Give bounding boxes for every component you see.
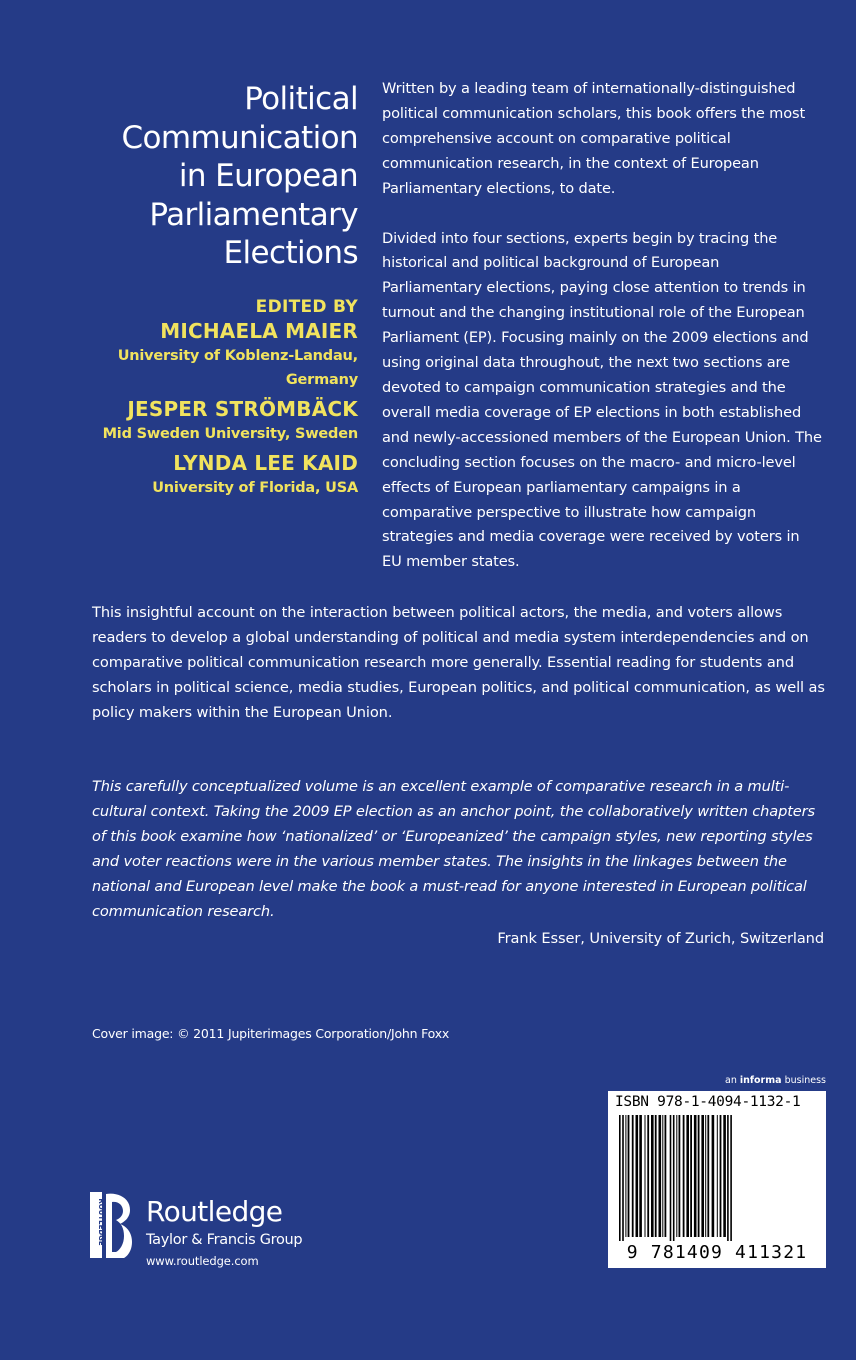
cover-image-credit: Cover image: © 2011 Jupiterimages Corporation/John Foxx bbox=[92, 1026, 450, 1041]
endorsement-attribution: Frank Esser, University of Zurich, Switzerland bbox=[497, 930, 824, 947]
barcode-bar bbox=[647, 1115, 649, 1237]
barcode-bar bbox=[723, 1115, 726, 1237]
editor-name: LYNDA LEE KAID bbox=[173, 451, 358, 475]
barcode-bar bbox=[632, 1115, 634, 1237]
barcode-bar bbox=[690, 1115, 692, 1237]
barcode-bar bbox=[665, 1115, 667, 1237]
routledge-logo-icon bbox=[90, 1192, 136, 1258]
barcode-bars bbox=[617, 1115, 817, 1241]
isbn-barcode bbox=[608, 1091, 826, 1268]
endorsement-quote: This carefully conceptualized volume is an excellent example of comparative research in a multi-cultural context. Taking the 2009 EP election as an anchor point, the collaboratively written chapters of this book examine how ‘nationalized’ or ‘Europeanized’ the campaign styles, new reporting styles and voter reactions were in the various member states. The insights in the linkages between the national and European level make the book a must-read for anyone interested in European political communication research. bbox=[92, 778, 815, 920]
title-line: Elections bbox=[223, 235, 358, 271]
barcode-bar bbox=[717, 1115, 718, 1237]
blurb-paragraph: This insightful account on the interaction between political actors, the media, and voters allows readers to develop a global understanding of political and media system interdependencies and on comparative political communication research more generally. Essential reading for students and scholars in political science, media studies, European politics, and political communication, as well as policy makers within the European Union. bbox=[92, 604, 825, 721]
editor-affiliation: University of Florida, USA bbox=[152, 480, 358, 496]
publisher-url[interactable]: www.routledge.com bbox=[146, 1254, 259, 1268]
editor-name: MICHAELA MAIER bbox=[160, 319, 358, 343]
barcode-bar bbox=[670, 1115, 672, 1241]
barcode-bar bbox=[655, 1115, 657, 1237]
barcode-bar bbox=[639, 1115, 642, 1237]
informa-suffix: business bbox=[781, 1075, 826, 1086]
barcode-bar bbox=[679, 1115, 681, 1237]
barcode-digits: 9 781409 411321 bbox=[626, 1242, 808, 1263]
logo-vertical-text: ROUTLEDGE bbox=[97, 1198, 105, 1246]
blurb-paragraph: Divided into four sections, experts begin by tracing the historical and political background of European Parliamentary elections, paying close attention to trends in turnout and the changing institutional role of the European Parliament (EP). Focusing mainly on the 2009 elections and using original data throughout, the next two sections are devoted to campaign communication strategies and the overall media coverage of EP elections in both established and newly-accessioned members of the European Union. The concluding section focuses on the macro- and micro-level effects of European parliamentary campaigns in a comparative perspective to illustrate how campaign strategies and media coverage were received by voters in EU member states. bbox=[382, 229, 822, 571]
informa-brand: informa bbox=[739, 1075, 782, 1086]
publisher-group: Taylor & Francis Group bbox=[146, 1232, 303, 1248]
barcode-bar bbox=[683, 1115, 685, 1237]
isbn-label: ISBN 978-1-4094-1132-1 bbox=[615, 1094, 801, 1110]
barcode-bar bbox=[662, 1115, 663, 1237]
barcode-bar bbox=[701, 1115, 704, 1237]
barcode-bar bbox=[625, 1115, 626, 1237]
barcode-bar bbox=[676, 1115, 677, 1237]
informa-prefix: an bbox=[725, 1075, 740, 1086]
editor-affiliation: Germany bbox=[285, 372, 358, 388]
barcode-bar bbox=[720, 1115, 722, 1237]
barcode-bar bbox=[712, 1115, 715, 1237]
barcode-bar bbox=[645, 1115, 646, 1237]
publisher-block bbox=[146, 1196, 302, 1270]
title-line: in European bbox=[178, 158, 358, 194]
barcode-bar bbox=[619, 1115, 621, 1241]
editor-affiliation: Mid Sweden University, Sweden bbox=[102, 426, 358, 442]
barcode-bar bbox=[727, 1115, 729, 1241]
edited-by-label: EDITED BY bbox=[255, 297, 358, 317]
blurb-column bbox=[382, 77, 822, 600]
barcode-bar bbox=[705, 1115, 706, 1237]
editor-affiliation: University of Koblenz-Landau, bbox=[117, 348, 358, 364]
barcode-bar bbox=[686, 1115, 689, 1237]
barcode-bar bbox=[628, 1115, 630, 1237]
barcode-bar bbox=[694, 1115, 697, 1237]
editors-block bbox=[60, 296, 358, 500]
barcode-bar bbox=[730, 1115, 732, 1241]
title-line: Political bbox=[244, 81, 358, 117]
publisher-name: Routledge bbox=[146, 1195, 283, 1228]
barcode-bar bbox=[636, 1115, 639, 1237]
blurb-paragraph: Written by a leading team of internationally-distinguished political communication scholars, this book offers the most comprehensive account on comparative political communication research, in the context of European Parliamentary elections, to date. bbox=[382, 80, 806, 197]
book-title bbox=[60, 80, 358, 273]
barcode-bar bbox=[707, 1115, 709, 1237]
barcode-bar bbox=[651, 1115, 654, 1237]
barcode-bar bbox=[698, 1115, 700, 1237]
title-line: Communication bbox=[121, 119, 358, 156]
barcode-bar bbox=[622, 1115, 624, 1241]
informa-business-label bbox=[725, 1075, 826, 1087]
title-line: Parliamentary bbox=[149, 196, 358, 233]
barcode-bar bbox=[673, 1115, 675, 1241]
editor-name: JESPER STRÖMBÄCK bbox=[127, 397, 358, 421]
barcode-bar bbox=[659, 1115, 662, 1237]
